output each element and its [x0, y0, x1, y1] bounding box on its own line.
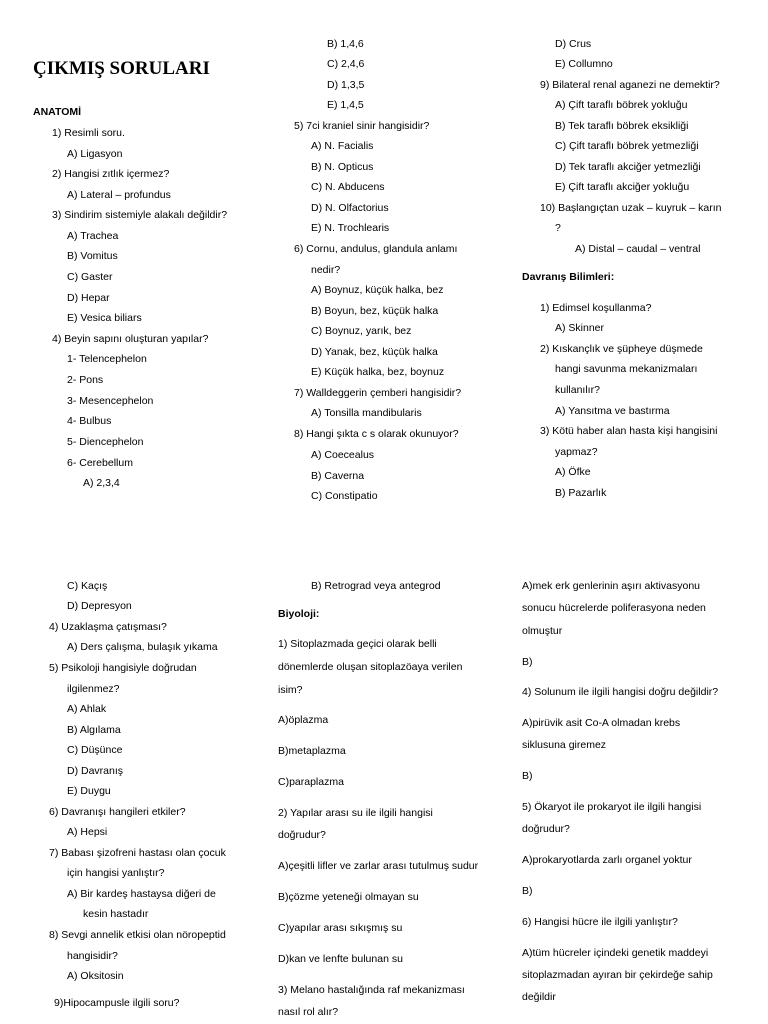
question-line: B) Caverna [311, 470, 365, 482]
question-line: doğrudur? [522, 823, 570, 835]
question-line: B)çözme yeteneği olmayan su [278, 891, 419, 903]
section-heading-anatomi: ANATOMİ [33, 106, 82, 118]
question-line: E) 1,4,5 [327, 99, 364, 111]
question-line: D) N. Olfactorius [311, 202, 389, 214]
question-line: E) N. Trochlearis [311, 222, 390, 234]
question-line: 2) Kıskançlık ve şüpheye düşmede [540, 343, 703, 355]
question-line: ? [555, 222, 561, 234]
question-line: B) Retrograd veya antegrod [311, 580, 441, 592]
question-line: C) Boynuz, yarık, bez [311, 325, 412, 337]
question-line: A) Tonsilla mandibularis [311, 407, 422, 419]
question-line: B)metaplazma [278, 745, 346, 757]
question-line: A)çeşitli lifler ve zarlar arası tutulmuş sudur [278, 860, 479, 872]
question-line: B) Algılama [67, 724, 121, 736]
question-line: A)tüm hücreler içindeki genetik maddeyi [522, 947, 709, 959]
question-line: 1) Edimsel koşullanma? [540, 302, 652, 314]
question-line: 7) Babası şizofreni hastası olan çocuk [49, 847, 226, 859]
question-line: C) 2,4,6 [327, 58, 365, 70]
question-line: ilgilenmez? [67, 683, 120, 695]
question-line: E) Küçük halka, bez, boynuz [311, 366, 445, 378]
question-line: A) Distal – caudal – ventral [575, 243, 701, 255]
question-line: 1- Telencephelon [67, 353, 147, 365]
question-line: A)prokaryotlarda zarlı organel yoktur [522, 854, 692, 866]
question-line: D) Yanak, bez, küçük halka [311, 346, 438, 358]
question-line: 6) Davranışı hangileri etkiler? [49, 806, 186, 818]
question-line: A) Oksitosin [67, 970, 124, 982]
question-line: 6) Hangisi hücre ile ilgili yanlıştır? [522, 916, 678, 928]
question-line: 1) Sitoplazmada geçici olarak belli [278, 638, 437, 650]
question-line: A) Ders çalışma, bulaşık yıkama [67, 641, 218, 653]
question-line: 3) Kötü haber alan hasta kişi hangisini [540, 425, 718, 437]
question-line: C) Düşünce [67, 744, 123, 756]
section-heading-biyoloji: Biyoloji: [278, 608, 320, 620]
question-line: B) [522, 656, 533, 668]
question-line: C) Kaçış [67, 580, 108, 592]
question-line: C) Çift taraflı böbrek yetmezliği [555, 140, 699, 152]
question-line: 5) Ökaryot ile prokaryot ile ilgili hangisi [522, 801, 702, 813]
question-line: 3) Melano hastalığında raf mekanizması [278, 984, 465, 996]
question-line: 8) Sevgi annelik etkisi olan nöropeptid [49, 929, 226, 941]
question-line: A) Ligasyon [67, 148, 123, 160]
question-line: E) Collumno [555, 58, 613, 70]
question-line: 9)Hipocampusle ilgili soru? [54, 997, 180, 1009]
question-line: isim? [278, 684, 303, 696]
question-line: D) Depresyon [67, 600, 132, 612]
question-line: B) Pazarlık [555, 487, 607, 499]
question-line: E) Çift taraflı akciğer yokluğu [555, 181, 690, 193]
question-line: 2) Hangisi zıtlık içermez? [52, 168, 170, 180]
question-line: A) Yansıtma ve bastırma [555, 405, 670, 417]
section-heading-davranis-bilimleri: Davranış Bilimleri: [522, 271, 615, 283]
question-line: hangi savunma mekanizmaları [555, 363, 698, 375]
question-line: D) Tek taraflı akciğer yetmezliği [555, 161, 701, 173]
question-line: A) Trachea [67, 230, 119, 242]
question-line: doğrudur? [278, 829, 326, 841]
question-line: C) Gaster [67, 271, 113, 283]
question-line: A) Öfke [555, 466, 591, 478]
question-line: C) N. Abducens [311, 181, 385, 193]
question-line: 5) 7ci kraniel sinir hangisidir? [294, 120, 430, 132]
question-line: C)paraplazma [278, 776, 344, 788]
question-line: için hangisi yanlıştır? [67, 867, 165, 879]
question-line: nedir? [311, 264, 341, 276]
question-line: değildir [522, 991, 556, 1003]
question-line: D) Hepar [67, 292, 110, 304]
question-line: D) Davranış [67, 765, 124, 777]
question-line: B) Boyun, bez, küçük halka [311, 305, 439, 317]
question-line: 6) Cornu, andulus, glandula anlamı [294, 243, 458, 255]
question-line: 3) Sindirim sistemiyle alakalı değildir? [52, 209, 228, 221]
question-line: A) Bir kardeş hastaysa diğeri de [67, 888, 216, 900]
page-title: ÇIKMIŞ SORULARI [33, 58, 210, 79]
question-line: hangisidir? [67, 950, 118, 962]
question-line: 4- Bulbus [67, 415, 112, 427]
question-line: 8) Hangi şıkta c s olarak okunuyor? [294, 428, 459, 440]
question-line: E) Vesica biliars [67, 312, 142, 324]
question-line: B) [522, 770, 533, 782]
question-line: dönemlerde oluşan sitoplazöaya verilen [278, 661, 463, 673]
question-line: siklusuna giremez [522, 739, 607, 751]
question-line: B) [522, 885, 533, 897]
question-line: sitoplazmadan ayıran bir çekirdeğe sahip [522, 969, 713, 981]
question-line: D)kan ve lenfte bulunan su [278, 953, 403, 965]
question-line: A) Skinner [555, 322, 605, 334]
question-line: 9) Bilateral renal aganezi ne demektir? [540, 79, 720, 91]
question-line: A) Coecealus [311, 449, 375, 461]
question-line: C) Constipatio [311, 490, 378, 502]
question-line: 6- Cerebellum [67, 457, 133, 469]
question-line: A) 2,3,4 [83, 477, 120, 489]
question-line: A) N. Facialis [311, 140, 374, 152]
question-line: A) Hepsi [67, 826, 108, 838]
question-line: 1) Resimli soru. [52, 127, 125, 139]
question-line: 3- Mesencephelon [67, 395, 154, 407]
question-line: 10) Başlangıçtan uzak – kuyruk – karın [540, 202, 722, 214]
question-line: C)yapılar arası sıkışmış su [278, 922, 403, 934]
question-line: nasıl rol alır? [278, 1006, 339, 1018]
question-line: sonucu hücrelerde poliferasyona neden [522, 602, 706, 614]
question-line: D) 1,3,5 [327, 79, 365, 91]
question-line: 5- Diencephelon [67, 436, 144, 448]
question-line: B) 1,4,6 [327, 38, 364, 50]
question-line: A) Çift taraflı böbrek yokluğu [555, 99, 688, 111]
question-line: 7) Walldeggerin çemberi hangisidir? [294, 387, 462, 399]
question-line: D) Crus [555, 38, 592, 50]
question-line: A) Ahlak [67, 703, 107, 715]
question-line: kesin hastadır [83, 908, 149, 920]
question-line: E) Duygu [67, 785, 111, 797]
question-line: olmuştur [522, 625, 563, 637]
question-line: A)öplazma [278, 714, 329, 726]
question-line: 2) Yapılar arası su ile ilgili hangisi [278, 807, 433, 819]
question-line: A) Boynuz, küçük halka, bez [311, 284, 444, 296]
question-line: 5) Psikoloji hangisiyle doğrudan [49, 662, 197, 674]
question-line: 4) Uzaklaşma çatışması? [49, 621, 167, 633]
question-line: kullanılır? [555, 384, 600, 396]
question-line: 4) Solunum ile ilgili hangisi doğru değildir? [522, 686, 719, 698]
question-line: yapmaz? [555, 446, 598, 458]
question-line: 4) Beyin sapını oluşturan yapılar? [52, 333, 209, 345]
question-line: A)pirüvik asit Co-A olmadan krebs [522, 717, 681, 729]
question-line: B) Vomitus [67, 250, 118, 262]
question-line: 2- Pons [67, 374, 104, 386]
question-line: A)mek erk genlerinin aşırı aktivasyonu [522, 580, 700, 592]
question-line: B) Tek taraflı böbrek eksikliği [555, 120, 689, 132]
question-line: A) Lateral – profundus [67, 189, 171, 201]
question-line: B) N. Opticus [311, 161, 374, 173]
